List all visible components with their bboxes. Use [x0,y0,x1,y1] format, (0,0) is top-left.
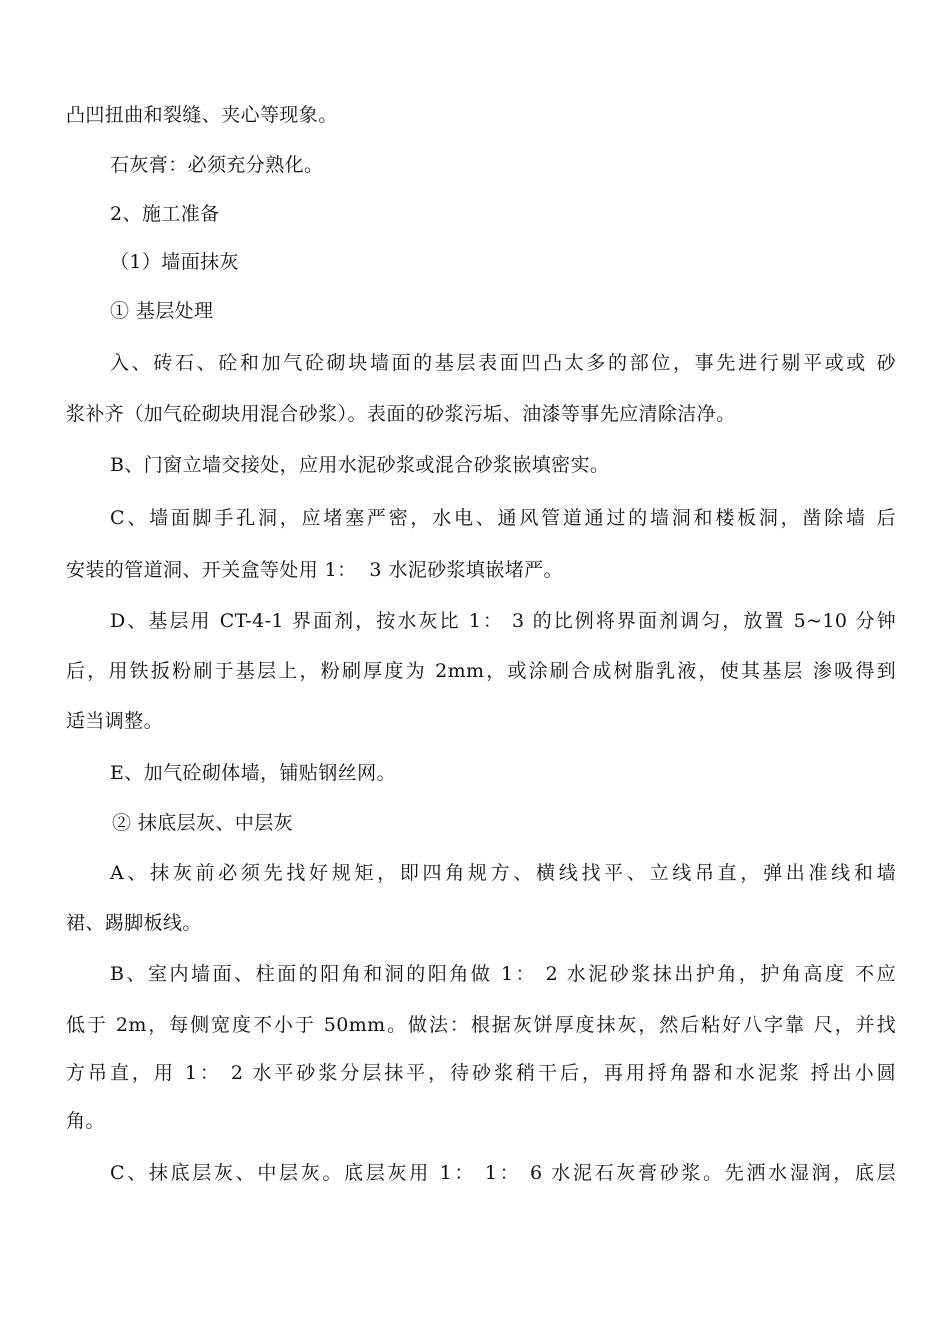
text-line: A、抹灰前必须先找好规矩，即四角规方、横线找平、立线吊直，弹出准线和墙 [110,862,896,884]
text-line: 角。 [66,1110,105,1132]
text-line: C、抹底层灰、中层灰。底层灰用 1： 1： 6 水泥石灰膏砂浆。先洒水湿润，底层 [110,1162,896,1184]
text-line: 裙、踢脚板线。 [66,912,202,934]
text-line: 适当调整。 [66,710,164,732]
section-heading: 2、施工准备 [110,203,220,225]
text-line: 后，用铁扳粉刷于基层上，粉刷厚度为 2mm，或涂刷合成树脂乳液，使其基层 渗吸得到 [66,660,896,682]
text-line: 入、砖石、砼和加气砼砌块墙面的基层表面凹凸太多的部位，事先进行剔平或或 砂 [110,352,896,374]
text-line: D、基层用 CT-4-1 界面剂，按水灰比 1： 3 的比例将界面剂调匀，放置 5~10 分钟 [110,610,896,632]
text-line: B、门窗立墙交接处，应用水泥砂浆或混合砂浆嵌填密实。 [110,454,610,476]
item-heading: ② 抹底层灰、中层灰 [112,812,294,834]
text-line: 安装的管道洞、开关盒等处用 1： 3 水泥砂浆填嵌堵严。 [66,559,563,581]
subsection-heading: （1）墙面抹灰 [110,251,239,273]
text-line: C、墙面脚手孔洞，应堵塞严密，水电、通风管道通过的墙洞和楼板洞，凿除墙 后 [110,507,896,529]
text-line: 凸凹扭曲和裂缝、夹心等现象。 [66,104,338,126]
text-line: E、加气砼砌体墙，铺贴钢丝网。 [110,762,396,784]
text-line: 方吊直，用 1： 2 水平砂浆分层抹平，待砂浆稍干后，再用捋角器和水泥浆 捋出小圆 [66,1062,896,1084]
item-heading: ① 基层处理 [110,300,214,322]
text-line: B、室内墙面、柱面的阳角和洞的阳角做 1： 2 水泥砂浆抹出护角，护角高度 不应 [110,963,896,985]
text-line: 低于 2m，每侧宽度不小于 50mm。做法：根据灰饼厚度抹灰，然后粘好八字靠 尺，并找 [66,1014,896,1036]
text-line: 石灰膏：必须充分熟化。 [110,154,324,176]
text-line: 浆补齐（加气砼砌块用混合砂浆）。表面的砂浆污垢、油漆等事先应清除洁净。 [66,403,736,425]
